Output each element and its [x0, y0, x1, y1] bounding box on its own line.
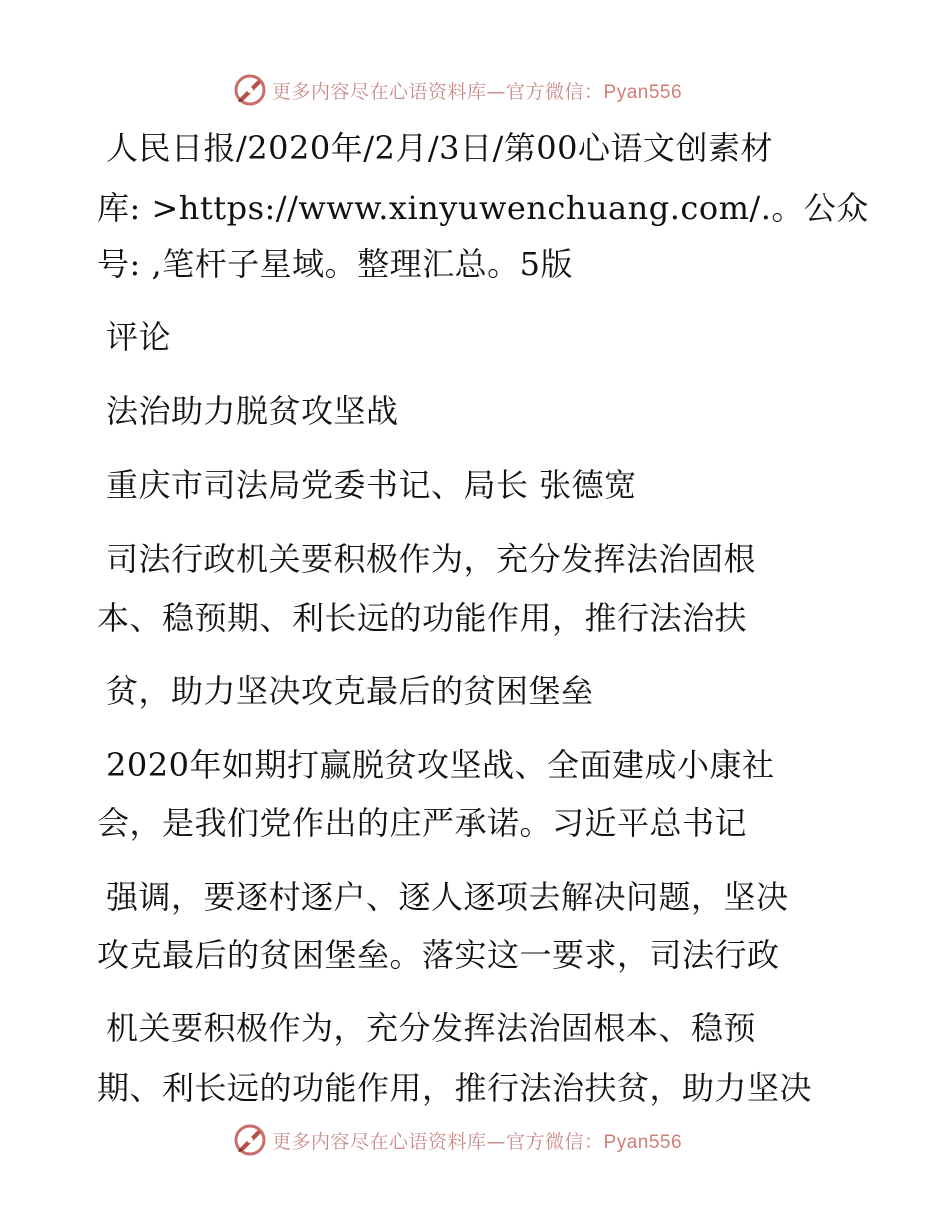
text-line: 2020年如期打赢脱贫攻坚战、全面建成小康社 [106, 746, 775, 784]
text-line: 攻克最后的贫困堡垒。落实这一要求，司法行政 [97, 936, 780, 974]
text-line: 号: ,笔杆子星域。整理汇总。5版 [97, 245, 573, 283]
author-line: 重庆市司法局党委书记、局长 张德宽 [106, 466, 637, 504]
text-line: 本、稳预期、利长远的功能作用，推行法治扶 [97, 599, 748, 637]
text-line: 机关要积极作为，充分发挥法治固根本、稳预 [106, 1009, 757, 1047]
section-label: 评论 [106, 318, 172, 356]
article-title: 法治助力脱贫攻坚战 [106, 392, 399, 430]
text-line: 库: >https://www.xinyuwenchuang.com/.。公众 [97, 189, 869, 227]
watermark-text: 更多内容尽在心语资料库—官方微信：Pyan556 [272, 80, 683, 103]
watermark-header [232, 70, 682, 110]
pen-logo-icon [232, 1122, 268, 1158]
watermark-footer [232, 1120, 682, 1160]
text-line: 人民日报/2020年/2月/3日/第00心语文创素材 [106, 129, 774, 167]
watermark-text: 更多内容尽在心语资料库—官方微信：Pyan556 [272, 1130, 683, 1153]
text-line: 期、利长远的功能作用，推行法治扶贫，助力坚决 [97, 1069, 813, 1107]
text-line: 会，是我们党作出的庄严承诺。习近平总书记 [97, 804, 748, 842]
text-line: 司法行政机关要积极作为，充分发挥法治固根 [106, 540, 757, 578]
text-line: 贫，助力坚决攻克最后的贫困堡垒 [106, 672, 594, 710]
text-line: 强调，要逐村逐户、逐人逐项去解决问题，坚决 [106, 878, 789, 916]
pen-logo-icon [232, 72, 268, 108]
